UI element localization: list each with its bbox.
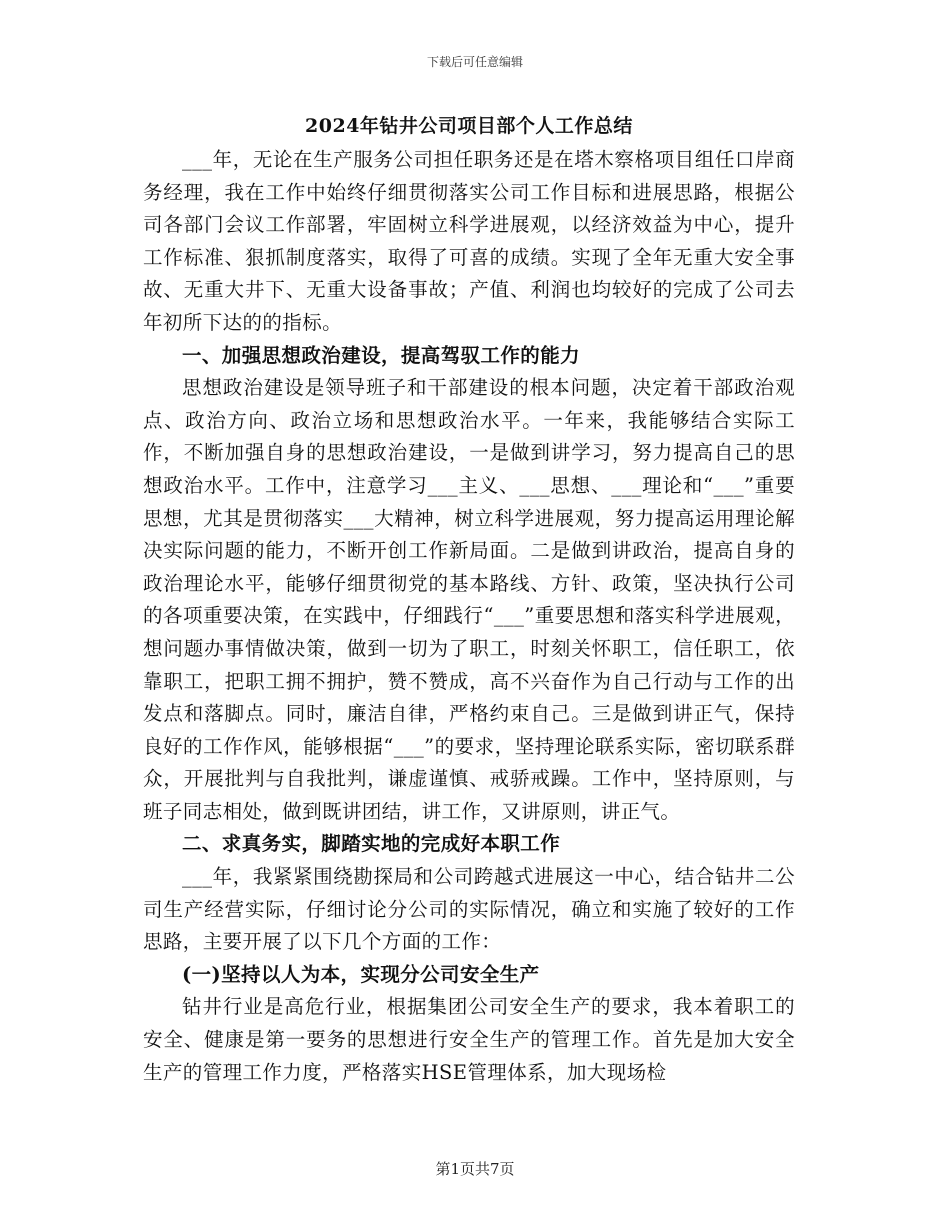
intro-paragraph: ___年，无论在生产服务公司担任职务还是在塔木察格项目组任口岸商务经理，我在工作中始终仔细贯彻落实公司工作目标和进展思路，根据公司各部门会议工作部署，牢固树立科学进展观，以经济效益为中心，提升工作标准、狠抓制度落实，取得了可喜的成绩。实现了全年无重大安全事故、无重大井下、无重大设备事故；产值、利润也均较好的完成了公司去年初所下达的的指标。 [143, 148, 795, 334]
section-1-paragraph: 思想政治建设是领导班子和干部建设的根本问题，决定着干部政治观点、政治方向、政治立场和思想政治水平。一年来，我能够结合实际工作，不断加强自身的思想政治建设，一是做到讲学习，努力提高自己的思想政治水平。工作中，注意学习___主义、___思想、___理论和“___”重要思想，尤其是贯彻落实___大精神，树立科学进展观，努力提高运用理论解决实际问题的能力，不断开创工作新局面。二是做到讲政治，提高自身的政治理论水平，能够仔细贯彻党的基本路线、方针、政策，坚决执行公司的各项重要决策，在实践中，仔细践行“___”重要思想和落实科学进展观，想问题办事情做决策，做到一切为了职工，时刻关怀职工，信任职工，依靠职工，把职工拥不拥护，赞不赞成，高不兴奋作为自己行动与工作的出发点和落脚点。同时，廉洁自律，严格约束自己。三是做到讲正气，保持良好的工作作风，能够根据“___”的要求，坚持理论联系实际，密切联系群众，开展批判与自我批判，谦虚谨慎、戒骄戒躁。工作中，坚持原则，与班子同志相处，做到既讲团结，讲工作，又讲原则，讲正气。 [143, 376, 795, 823]
page-number-footer: 第1页共7页 [435, 1160, 515, 1178]
document-title: 2024年钻井公司项目部个人工作总结 [305, 115, 633, 137]
subsection-1-paragraph: 钻井行业是高危行业，根据集团公司安全生产的要求，我本着职工的安全、健康是第一要务的思想进行安全生产的管理工作。首先是加大安全生产的管理工作力度，严格落实HSE管理体系，加大现场检 [143, 995, 795, 1084]
subsection-1-heading: (一)坚持以人为本，实现分公司安全生产 [182, 962, 540, 986]
section-1-heading: 一、加强思想政治建设，提高驾驭工作的能力 [182, 343, 581, 367]
page-header-note: 下载后可任意编辑 [426, 55, 523, 69]
section-2-heading: 二、求真务实，脚踏实地的完成好本职工作 [182, 832, 561, 856]
section-2-paragraph: ___年，我紧紧围绕勘探局和公司跨越式进展这一中心，结合钻井二公司生产经营实际，仔细讨论分公司的实际情况，确立和实施了较好的工作思路，主要开展了以下几个方面的工作： [143, 865, 795, 954]
document-body [143, 108, 795, 1089]
